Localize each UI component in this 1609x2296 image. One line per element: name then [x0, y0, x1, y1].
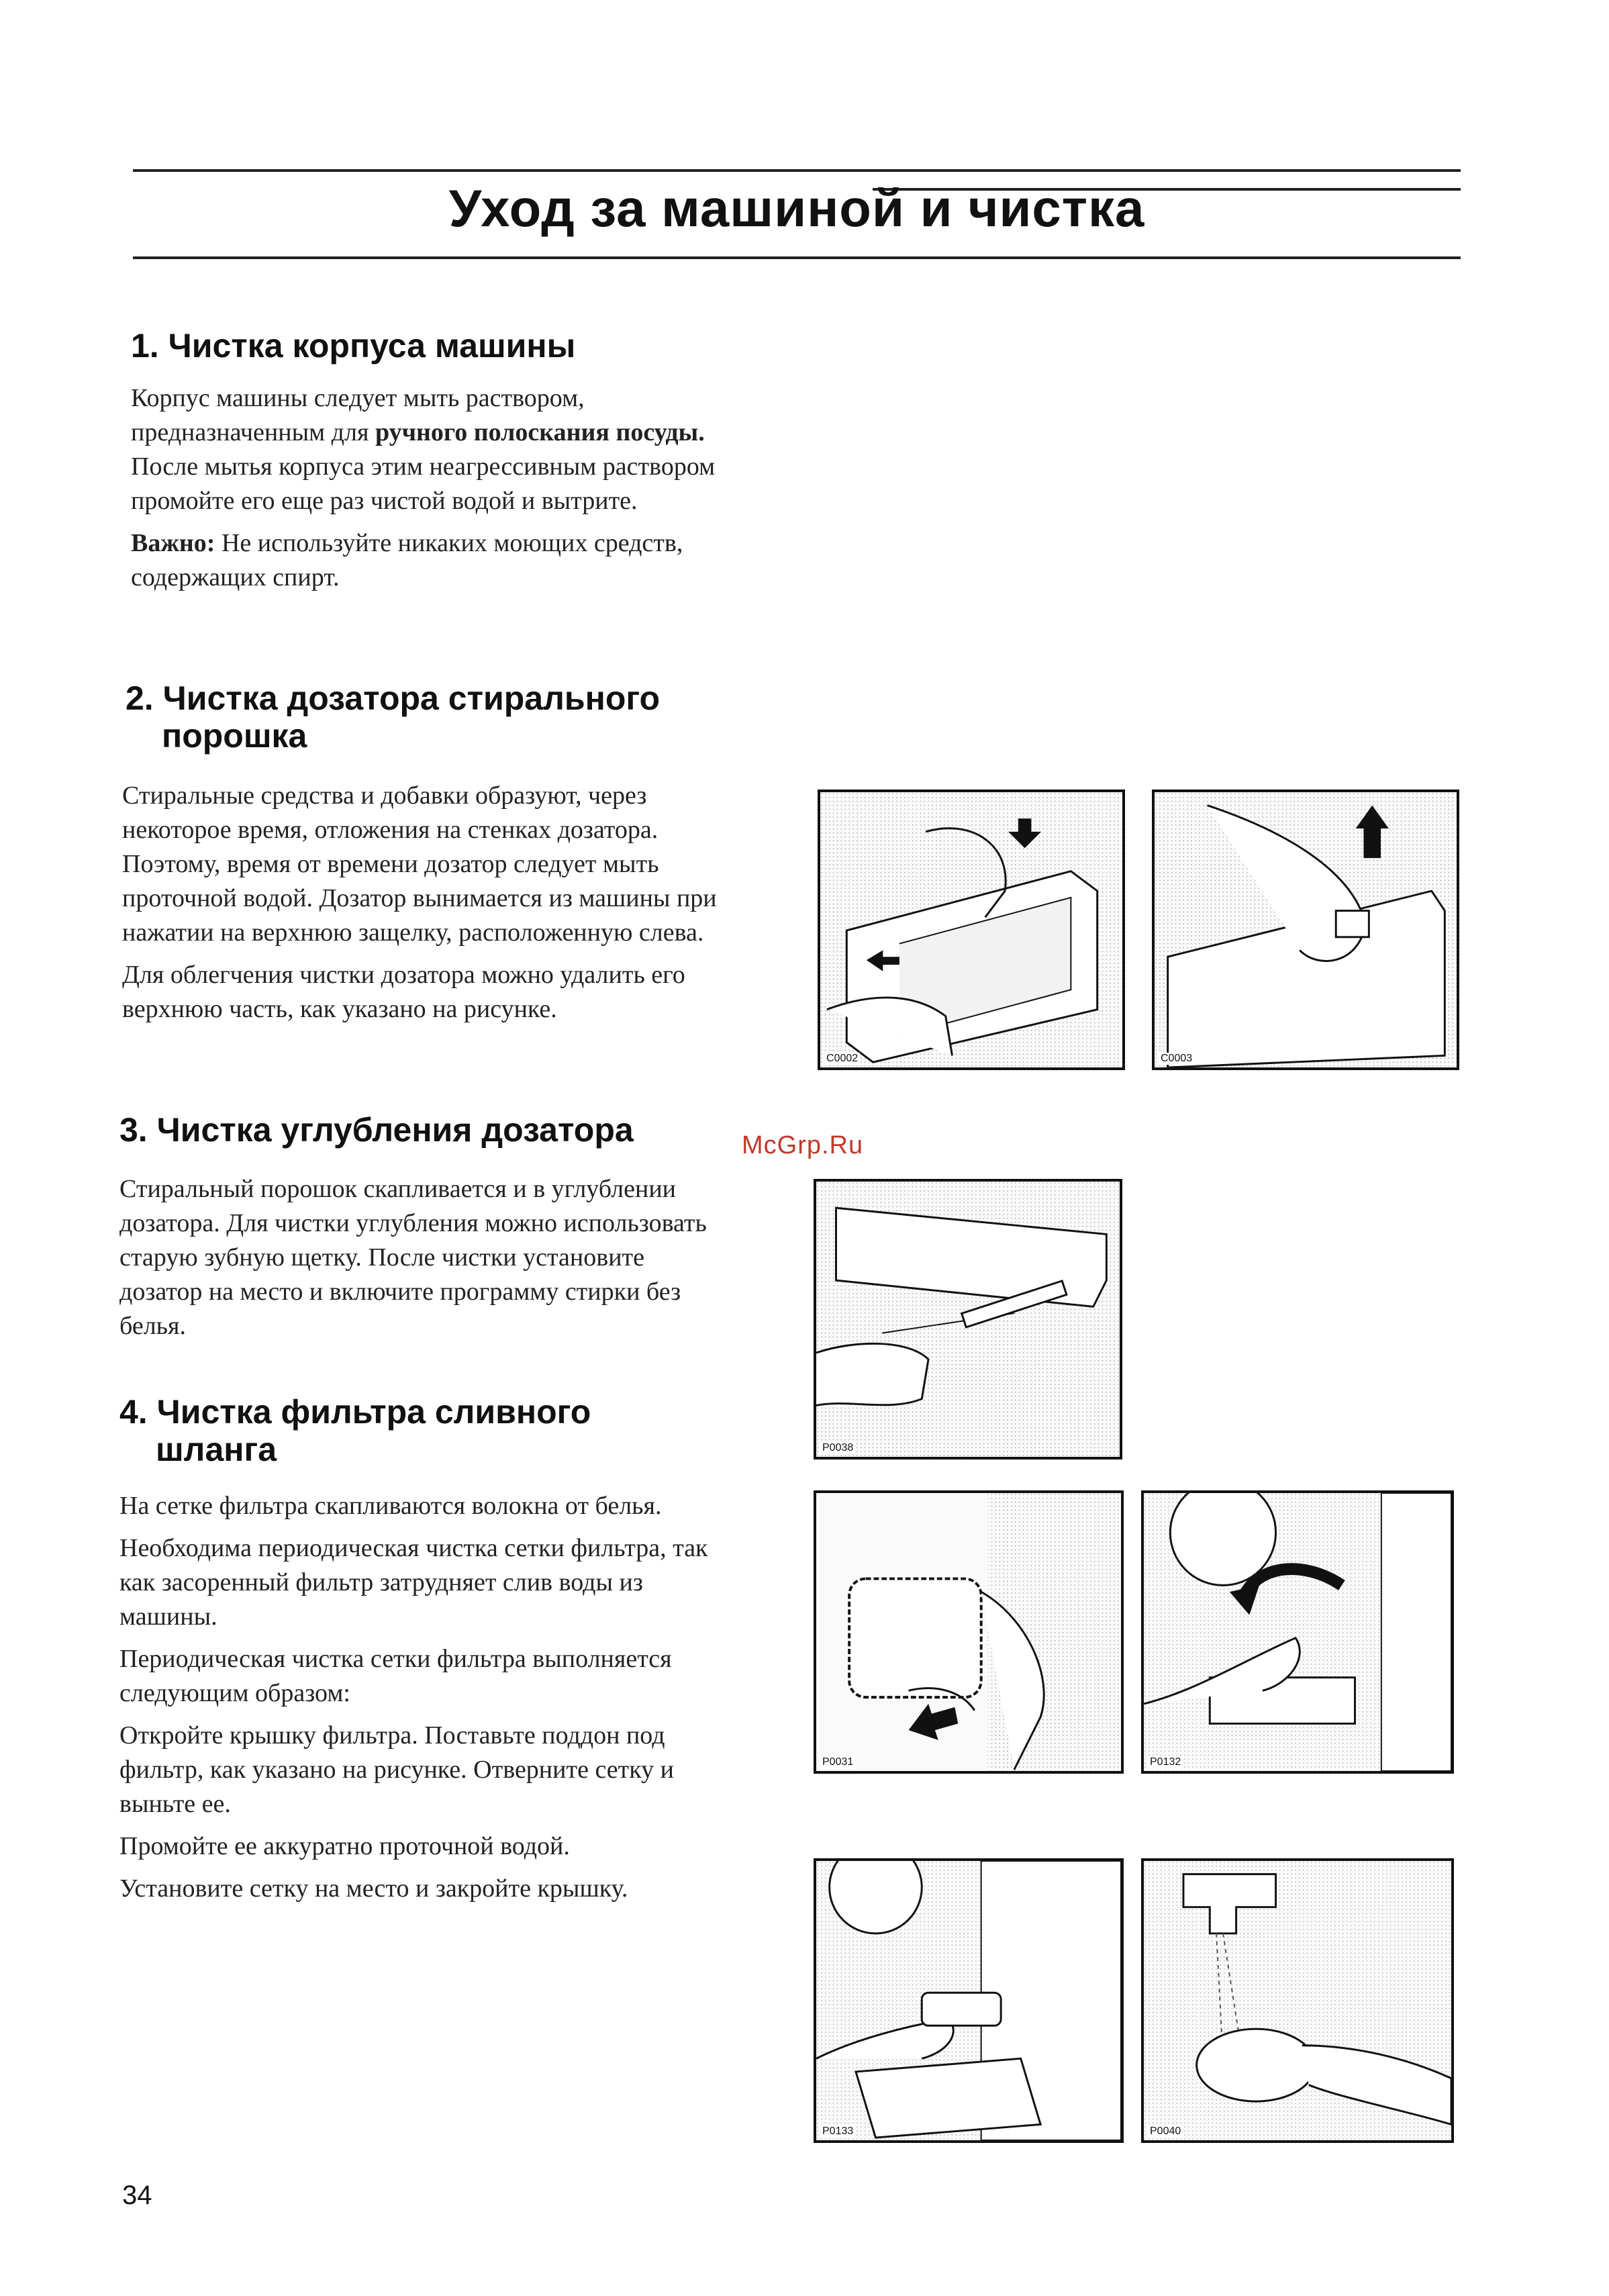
section-4-body	[119, 1489, 737, 1914]
section-3-number: 3.	[119, 1111, 148, 1149]
section-1-paragraph-1: Корпус машины следует мыть раствором, предназначенным для ручного полоскания посуды. После мытья корпуса этим неагрессивным раствором промойте его еще раз чистой водой и вытрите.	[131, 384, 716, 515]
section-2-title-line-1: Чистка дозатора стирального	[162, 679, 661, 717]
figure-filter-unscrew	[1141, 1490, 1454, 1774]
section-1-heading	[131, 327, 575, 365]
page-number: 34	[122, 2181, 152, 2210]
section-4-heading	[119, 1393, 591, 1468]
figure-code: P0133	[820, 2125, 855, 2138]
header-rule-bottom	[133, 256, 1461, 259]
section-2-title-line-2: порошка	[162, 717, 307, 755]
section-2-paragraph-1: Стиральные средства и добавки образуют, через некоторое время, отложения на стенках дозатора. Поэтому, время от времени дозатор следует мыть проточной водой. Дозатор вынимается из машины при нажатии на верхнюю защелку, расположенную слева.	[122, 781, 717, 947]
header-rule-top	[133, 169, 1461, 172]
figure-filter-cover-open	[814, 1490, 1124, 1774]
section-2-number: 2.	[126, 679, 154, 717]
figure-filter-rinse	[1141, 1858, 1454, 2143]
section-2-heading	[126, 679, 660, 755]
dispenser-remove-illustration	[820, 792, 1122, 1067]
filter-cover-open-illustration	[816, 1493, 1121, 1771]
section-2-paragraph-2: Для облегчения чистки дозатора можно удалить его верхнюю часть, как указано на рисунке.	[122, 961, 685, 1023]
section-4-title-line-1: Чистка фильтра сливного	[156, 1393, 591, 1431]
filter-unscrew-illustration	[1144, 1493, 1451, 1771]
section-3-paragraph-1: Стиральный порошок скапливается и в углублении дозатора. Для чистки углубления можно использовать старую зубную щетку. После чистки установите дозатор на место и включите программу стирки без белья.	[119, 1175, 707, 1340]
figure-code: C0003	[1159, 1053, 1194, 1065]
section-2-body	[122, 779, 753, 1035]
figure-code: P0031	[820, 1756, 855, 1768]
section-1-paragraph-2: Важно: Не используйте никаких моющих средств, содержащих спирт.	[131, 529, 683, 591]
dispenser-lift-illustration	[1155, 792, 1457, 1067]
section-3-heading	[119, 1111, 634, 1149]
section-4-paragraph-3: Периодическая чистка сетки фильтра выполняется следующим образом:	[119, 1645, 672, 1707]
section-1-title: Чистка корпуса машины	[168, 327, 576, 365]
section-4-title-line-2: шланга	[156, 1431, 277, 1468]
section-4-paragraph-1: На сетке фильтра скапливаются волокна от белья.	[119, 1492, 662, 1520]
figure-filter-remove	[814, 1858, 1124, 2143]
section-4-paragraph-5: Промойте ее аккуратно проточной водой.	[119, 1832, 570, 1860]
filter-remove-illustration	[816, 1861, 1121, 2140]
section-1-body	[131, 381, 762, 603]
watermark: McGrp.Ru	[742, 1131, 864, 1159]
section-4-number: 4.	[119, 1393, 148, 1431]
section-3-body	[119, 1172, 724, 1351]
figure-toothbrush-cleaning	[814, 1179, 1122, 1460]
figure-code: C0002	[824, 1053, 860, 1065]
section-3-title: Чистка углубления дозатора	[156, 1111, 634, 1149]
figure-code: P0038	[820, 1442, 855, 1454]
figure-code: P0040	[1148, 2125, 1183, 2138]
toothbrush-cleaning-illustration	[816, 1182, 1120, 1457]
section-4-paragraph-2: Необходима периодическая чистка сетки фильтра, так как засоренный фильтр затрудняет слив воды из машины.	[119, 1534, 708, 1631]
page-title: Уход за машиной и чистка	[448, 179, 1145, 238]
filter-rinse-illustration	[1144, 1861, 1451, 2140]
section-4-paragraph-4: Откройте крышку фильтра. Поставьте поддон под фильтр, как указано на рисунке. Отверните сетку и выньте ее.	[119, 1721, 675, 1818]
section-4-paragraph-6: Установите сетку на место и закройте крышку.	[119, 1874, 628, 1903]
figure-code: P0132	[1148, 1756, 1183, 1768]
figure-dispenser-lift	[1152, 790, 1459, 1070]
figure-dispenser-remove	[818, 790, 1125, 1070]
section-1-number: 1.	[131, 327, 159, 365]
